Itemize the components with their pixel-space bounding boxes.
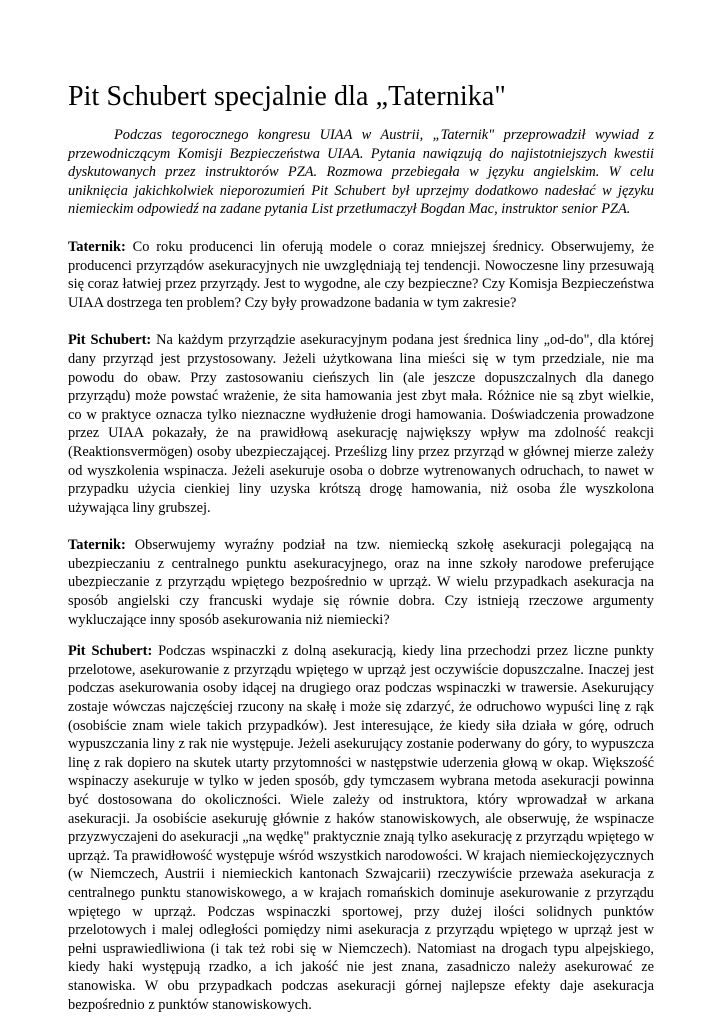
- question-1-text: Co roku producenci lin oferują modele o coraz mniejszej średnicy. Obserwujemy, że producenci przyrządów asekuracyjnych nie uwzględniają tej tendencji. Nowoczesne liny przesuwają się coraz łatwiej przez przyrządy. Jest to wygodne, ale czy bezpieczne? Czy Komisja Bezpieczeństwa UIAA dostrzega ten problem? Czy były prowadzone badania w tym zakresie?: [68, 238, 654, 311]
- answer-2-text: Podczas wspinaczki z dolną asekuracją, kiedy lina przechodzi przez liczne punkty przelotowe, asekurowanie z przyrządu wpiętego w uprząż jest oczywiście dopuszczalne. Inaczej jest podczas asekurowania osoby idącej na drugiego oraz podczas wspinaczki w trawersie. Asekurujący zostaje wówczas najczęściej rzucony na skałę i może się zdarzyć, że odruchowo wypuści linę z rąk (osobiście znam wiele takich przypadków). Jest interesujące, że kiedy siła działa w górę, odruch wypuszczania liny z rak nie występuje. Jeżeli asekurujący zostanie poderwany do góry, to wypuszcza linę z rak dopiero na skutek utarty przytomności w następstwie uderzenia głową w okap. Większość wspinaczy asekuruje w tylko w jeden sposób, gdy tymczasem wybrana metoda asekuracji powinna być dostosowana do okoliczności. Wiele zależy od instruktora, który wprowadzał w arkana asekuracji. Ja osobiście asekuruję głównie z haków stanowiskowych, ale obserwuję, że wspinacze przyzwyczajeni do asekuracji „na wędkę" praktycznie znają tylko asekurację z przyrządu wpiętego w uprząż. Ta prawidłowość występuje wśród wszystkich narodowości. W krajach niemieckojęzycznych (w Niemczech, Austrii i niemieckich kantonach Szwajcarii) rzeczywiście przeważa asekuracja z centralnego punktu stanowiskowego, a w krajach romańskich dominuje asekurowanie z przyrządu wpiętego w uprząż. Podczas wspinaczki sportowej, przy dużej ilości solidnych punktów przelotowych i malej odległości pomiędzy nimi asekuracja z przyrządu wpiętego w uprząż jest w pełni usprawiedliwiona (i tak też robi się w Niemczech). Natomiast na drogach typu alpejskiego, kiedy haki występują rzadko, a ich jakość nie jest znana, zasadniczo należy asekurować ze stanowiska. W obu przypadkach podczas asekuracji górnej najlepsze efekty daje asekuracja bezpośrednio z punktów stanowiskowych.: [68, 643, 654, 1013]
- speaker-label: Taternik:: [68, 238, 126, 255]
- answer-1: [68, 331, 654, 517]
- question-2: [68, 536, 654, 629]
- speaker-label: Pit Schubert:: [68, 332, 152, 349]
- speaker-label: Taternik:: [68, 537, 126, 554]
- answer-2: [68, 642, 654, 1014]
- document-page: [68, 78, 654, 1014]
- page-title: Pit Schubert specjalnie dla „Taternika": [68, 81, 506, 112]
- speaker-label: Pit Schubert:: [68, 643, 153, 660]
- answer-1-text: Na każdym przyrządzie asekuracyjnym podana jest średnica liny „od-do", dla której dany przyrząd jest przystosowany. Jeżeli użytkowana lina mieści się w tym przedziale, nie ma powodu do obaw. Przy zastosowaniu cieńszych lin (ale jeszcze dopuszczalnych dla danego przyrządu) może powstać wrażenie, że sita hamowania jest zbyt mała. Różnice nie są zbyt wielkie, co w praktyce oznacza tylko nieznaczne wydłużenie drogi hamowania. Doświadczenia prowadzone przez UIAA pokazały, że na prawidłową asekurację największy wpływ ma zdolność reakcji (Reaktionsvermögen) osoby ubezpieczającej. Prześlizg liny przez przyrząd w głównej mierze zależy od wyszkolenia wspinacza. Jeżeli asekuruje osoba o dobrze wytrenowanych odruchach, to nawet w przypadku użycia cienkiej liny uzyska krótszą drogę hamowania, niż osoba źle wyszkolona używająca liny grubszej.: [68, 332, 654, 516]
- question-1: [68, 238, 654, 312]
- intro-paragraph: Podczas tegorocznego kongresu UIAA w Austrii, „Taternik" przeprowadził wywiad z przewodniczącym Komisji Bezpieczeństwa UIAA. Pytania nawiązują do najistotniejszych kwestii dyskutowanych przez instruktorów PZA. Rozmowa przebiegała w języku angielskim. W celu uniknięcia jakichkolwiek nieporozumień Pit Schubert był uprzejmy dodatkowo nadesłać w języku niemieckim odpowiedź na zadane pytania List przetłumaczył Bogdan Mac, instruktor senior PZA.: [68, 127, 654, 218]
- question-2-text: Obserwujemy wyraźny podział na tzw. niemiecką szkołę asekuracji polegającą na ubezpieczaniu z centralnego punktu asekuracyjnego, oraz na inne szkoły narodowe preferujące ubezpieczanie z przyrządu wpiętego bezpośrednio w uprząż. W wielu przypadkach asekuracja na sposób angielski czy francuski wydaje się równie dobra. Czy istnieją rzeczowe argumenty wykluczające inny sposób asekurowania niż niemiecki?: [68, 537, 654, 628]
